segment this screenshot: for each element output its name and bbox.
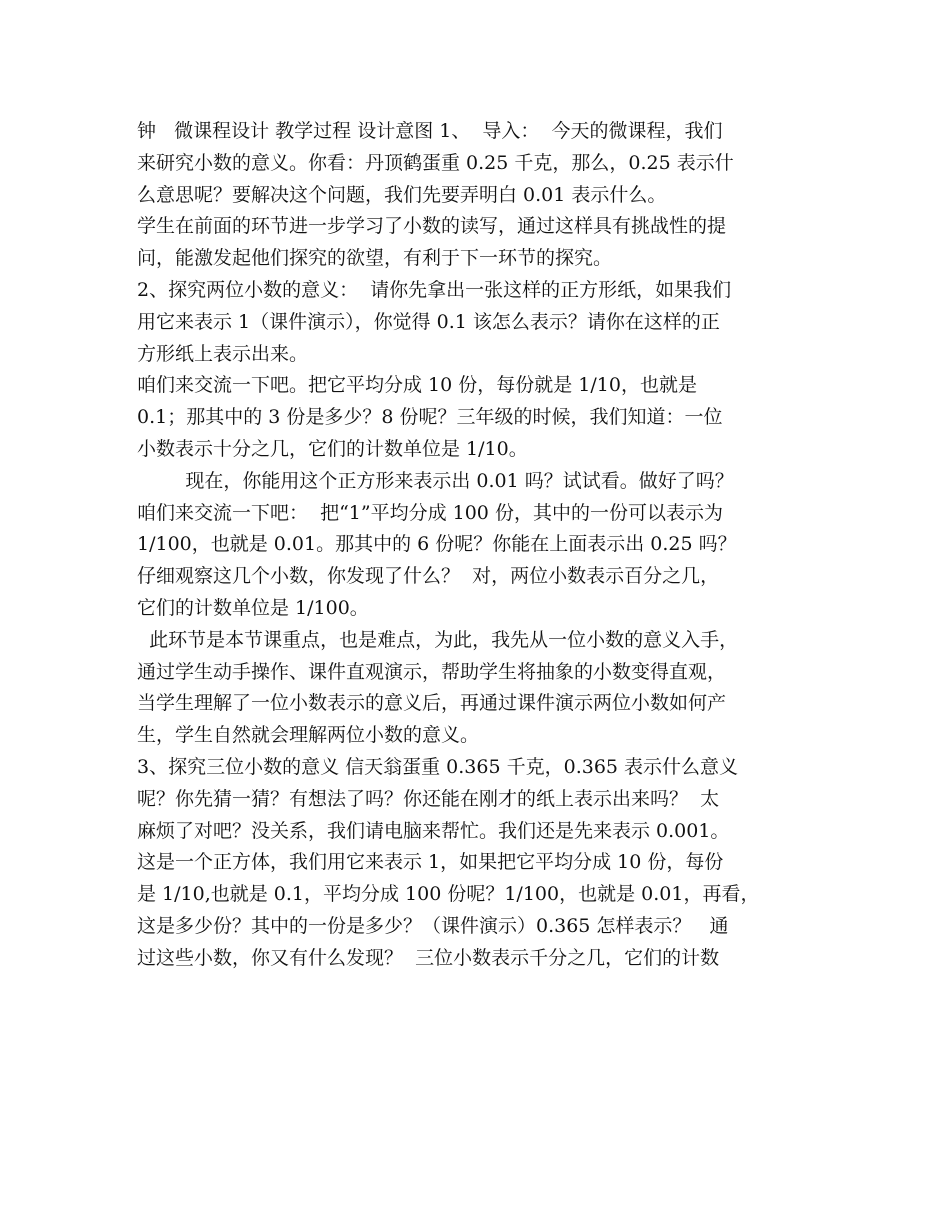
text-line: 钟 微课程设计 教学过程 设计意图 1、 导入： 今天的微课程，我们	[137, 120, 723, 142]
document-page	[137, 116, 827, 975]
text-line: 2、探究两位小数的意义： 请你先拿出一张这样的正方形纸，如果我们	[137, 278, 732, 301]
text-line: 这是一个正方体，我们用它来表示 1，如果把它平均分成 10 份，每份	[137, 851, 724, 874]
text-line: 来研究小数的意义。你看：丹顶鹤蛋重 0.25 千克，那么，0.25 表示什	[137, 151, 734, 174]
text-line: 0.1；那其中的 3 份是多少？8 份呢？三年级的时候，我们知道：一位	[137, 406, 723, 429]
text-line: 问，能激发起他们探究的欲望，有利于下一环节的探究。	[137, 247, 613, 270]
text-line: 仔细观察这几个小数，你发现了什么？ 对，两位小数表示百分之几，	[137, 565, 720, 588]
text-line: 麻烦了对吧？没关系，我们请电脑来帮忙。我们还是先来表示 0.001。	[137, 819, 730, 842]
text-line: 是 1/10,也就是 0.1，平均分成 100 份呢？1/100，也就是 0.01，再看，	[137, 883, 760, 906]
text-line: 过这些小数，你又有什么发现？ 三位小数表示千分之几，它们的计数	[137, 946, 720, 969]
text-line: 现在，你能用这个正方形来表示出 0.01 吗？试试看。做好了吗？	[137, 469, 734, 492]
text-line: 咱们来交流一下吧。把它平均分成 10 份，每份就是 1/10，也就是	[137, 374, 697, 397]
text-line: 它们的计数单位是 1/100。	[137, 596, 369, 619]
text-line: 方形纸上表示出来。	[137, 342, 309, 365]
text-line: 此环节是本节课重点，也是难点，为此，我先从一位小数的意义入手，	[137, 628, 739, 651]
text-line: 学生在前面的环节进一步学习了小数的读写，通过这样具有挑战性的提	[137, 215, 727, 238]
text-line: 3、探究三位小数的意义 信天翁蛋重 0.365 千克，0.365 表示什么意义	[137, 755, 739, 778]
text-line: 生，学生自然就会理解两位小数的意义。	[137, 724, 480, 747]
text-line: 么意思呢？要解决这个问题，我们先要弄明白 0.01 表示什么。	[137, 183, 667, 206]
text-line: 咱们来交流一下吧： 把“1”平均分成 100 份，其中的一份可以表示为	[137, 501, 723, 524]
text-line: 小数表示十分之几，它们的计数单位是 1/10。	[137, 437, 528, 460]
text-line: 这是多少份？其中的一份是多少？（课件演示）0.365 怎样表示？ 通	[137, 914, 729, 937]
text-line: 1/100，也就是 0.01。那其中的 6 份呢？你能在上面表示出 0.25 吗？	[137, 533, 737, 556]
text-line: 当学生理解了一位小数表示的意义后，再通过课件演示两位小数如何产	[137, 692, 727, 715]
text-line: 通过学生动手操作、课件直观演示，帮助学生将抽象的小数变得直观，	[137, 660, 727, 683]
text-line: 呢？你先猜一猜？有想法了吗？你还能在刚才的纸上表示出来吗？ 太	[137, 787, 720, 810]
text-line: 用它来表示 1（课件演示），你觉得 0.1 该怎么表示？请你在这样的正	[137, 310, 720, 333]
